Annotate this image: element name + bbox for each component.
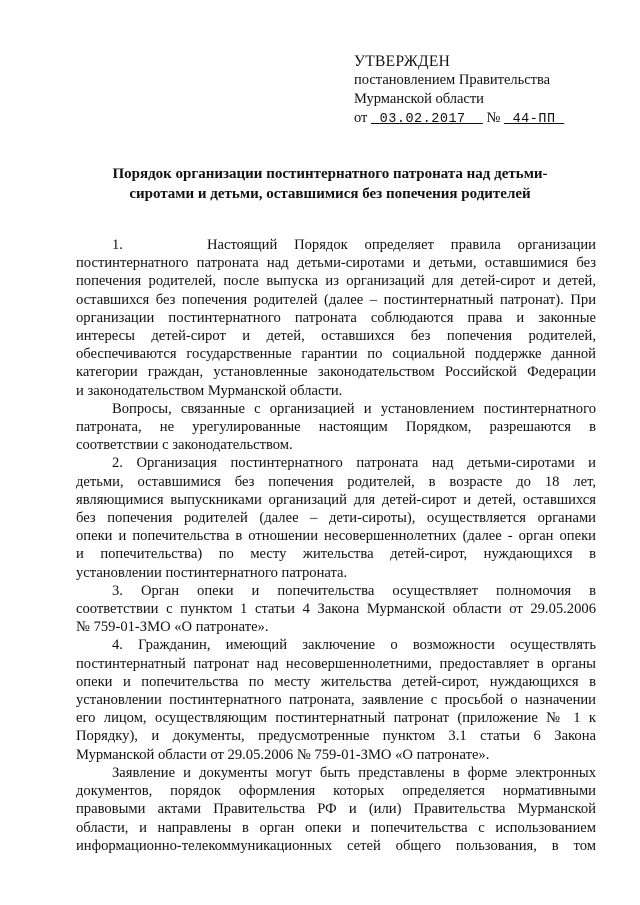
paragraph-line: без попечения родителей (далее – дети-сироты), осуществляется органами: [76, 510, 596, 527]
document-title: [60, 164, 600, 204]
paragraph-line: и попечительства) по месту жительства детей-сирот, нуждающихся в: [76, 546, 596, 563]
approval-line-region: Мурманской области: [354, 91, 484, 107]
paragraph-line: Мурманской области от 29.05.2006 № 759-01-ЗМО «О патронате».: [76, 746, 490, 763]
paragraph-line: обеспечиваются государственные гарантии по социальной поддержке данной: [76, 346, 596, 363]
paragraph-line: области, и направлены в орган опеки и попечительства с использованием: [76, 819, 596, 836]
date-prefix: от: [354, 110, 368, 126]
paragraph-line: Порядку), и документы, предусмотренные пунктом 3.1 статьи 6 Закона: [76, 728, 596, 745]
paragraph-line: попечения родителей, после выпуска из организаций для детей-сирот и детей,: [76, 273, 596, 290]
paragraph: [76, 454, 596, 581]
paragraph-line: категории граждан, установленные законодательством Российской Федерации: [76, 364, 596, 381]
approval-line-decree: постановлением Правительства: [354, 72, 551, 88]
paragraph-line: Заявление и документы могут быть представлены в форме электронных: [112, 764, 596, 781]
paragraph-line: установлении постинтернатного патроната.: [76, 564, 348, 581]
paragraph: [76, 582, 596, 637]
paragraph-line: являющимися выпускниками организаций для детей-сирот и детей, оставшихся: [76, 491, 596, 508]
paragraph-line: постинтернатный патронат над несовершеннолетними, предоставляет в органы: [76, 655, 596, 672]
paragraph-line: постинтернатного патроната над детьми-сиротами и детьми, оставшимися без: [76, 255, 596, 272]
paragraph-line: 2. Организация постинтернатного патроната над детьми-сиротами и: [112, 455, 596, 472]
paragraph: [76, 764, 596, 855]
paragraph-line: патроната, не урегулированные настоящим Порядком, разрешаются в: [76, 419, 596, 436]
approval-date-number: [354, 109, 614, 129]
paragraph-line: опеки и попечительства в отношении несовершеннолетних (далее - орган опеки: [76, 528, 596, 545]
paragraph: [76, 236, 596, 400]
paragraph-line: 4. Гражданин, имеющий заключение о возможности осуществлять: [112, 637, 596, 654]
paragraph-line: Вопросы, связанные с организацией и установлением постинтернатного: [112, 400, 596, 417]
paragraph: [76, 400, 596, 455]
title-line-1: Порядок организации постинтернатного патроната над детьми-: [112, 166, 548, 182]
paragraph-line: 1. Настоящий Порядок определяет правила организации: [112, 237, 596, 253]
paragraph-line: документов, порядок оформления которых определяется нормативными: [76, 783, 596, 800]
document-body: [76, 236, 596, 855]
paragraph-line: организации постинтернатного патроната соблюдаются права и законные: [76, 309, 596, 326]
paragraph-line: соответствии с пунктом 1 статьи 4 Закона Мурманской области от 29.05.2006: [76, 601, 596, 618]
approval-heading: УТВЕРЖДЕН: [354, 53, 451, 70]
approval-stamp: [354, 52, 614, 129]
paragraph-line: его лицом, осуществляющим постинтернатный патронат (приложение № 1 к: [76, 710, 596, 727]
number-value: 44-ПП: [512, 112, 556, 127]
paragraph-line: и законодательством Мурманской области.: [76, 382, 343, 399]
title-line-2: сиротами и детьми, оставшимися без попечения родителей: [129, 186, 531, 202]
number-prefix: №: [486, 110, 501, 126]
paragraph: [76, 636, 596, 763]
paragraph-line: оставшихся без попечения родителей (далее – постинтернатный патронат). При: [76, 291, 596, 308]
paragraph-line: правовыми актами Правительства РФ и (или) Правительства Мурманской: [76, 801, 596, 818]
date-value: 03.02.2017: [379, 112, 466, 127]
paragraph-line: интересы детей-сирот и детей, оставшихся без попечения родителей,: [76, 328, 596, 345]
paragraph-line: соответствии с законодательством.: [76, 437, 293, 454]
paragraph-line: опеки и попечительства по месту жительства детей-сирот, нуждающихся в: [76, 673, 596, 690]
paragraph-line: детьми, оставшимися без попечения родителей, в возрасте до 18 лет,: [76, 473, 596, 490]
paragraph-line: установлении постинтернатного патроната, заявление с просьбой о назначении: [76, 692, 596, 709]
paragraph-line: 3. Орган опеки и попечительства осуществляет полномочия в: [112, 582, 596, 599]
paragraph-line: № 759-01-ЗМО «О патронате».: [76, 619, 269, 636]
paragraph-line: информационно-телекоммуникационных сетей общего пользования, в том: [76, 837, 596, 854]
